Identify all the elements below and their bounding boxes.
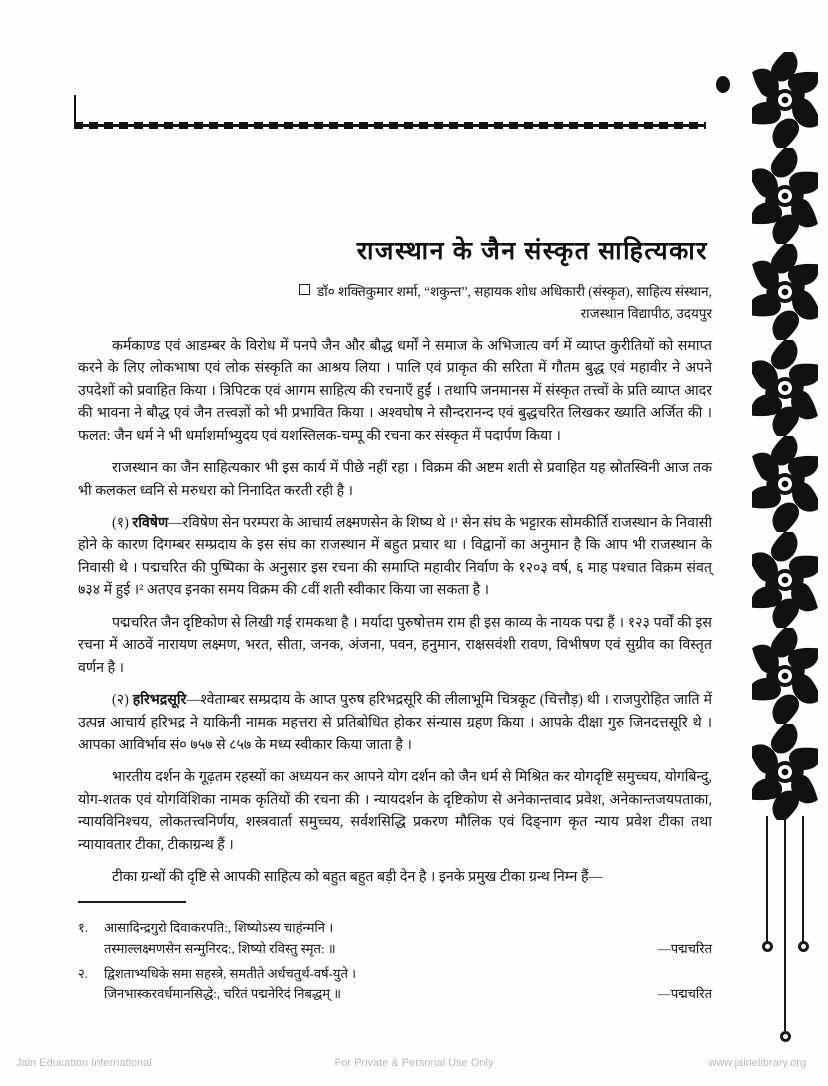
footer-right-link[interactable]: www.jainelibrary.org xyxy=(708,1057,806,1069)
footnote-number: २. xyxy=(78,965,89,981)
footnote-line-text: जिनभास्करवर्धमानसिद्धे:, चरितं पद्मनेरिदं निबद्धम् ॥ xyxy=(104,986,342,1002)
footnote-list xyxy=(78,918,712,1009)
ornament-motif xyxy=(752,724,818,820)
byline-line-1: डॉ० शक्तिकुमार शर्मा, “शकुन्त”, सहायक शोध अधिकारी (संस्कृत), साहित्य संस्थान, xyxy=(317,284,712,300)
ornament-tail-dot-icon xyxy=(762,941,773,952)
ornament-motif xyxy=(752,628,818,724)
ornament-tail-dot-icon xyxy=(780,1031,791,1042)
paragraph-intro: कर्मकाण्ड एवं आडम्बर के विरोध में पनपे जैन और बौद्ध धर्मों ने समाज के अभिजात्य वर्ग में व्याप्त कुरीतियों को समाप्त करने के लिए लोकभाषा एवं लोक संस्कृति का आश्रय लिया । पालि एवं प्राकृत की सरिता में गौतम बुद्ध एवं महावीर ने अपने उपदेशों को प्रवाहित किया । त्रिपिटक एवं आगम साहित्य की रचनाएँ हुईं । तथापि जनमानस में संस्कृत तत्त्वों के प्रति व्याप्त आदर की भावना ने बौद्ध एवं जैन तत्त्वज्ञों को भी प्रभावित किया । अश्वघोष ने सौन्दरानन्द एवं बुद्धचरित लिखकर ख्याति अर्जित की । फलत: जैन धर्म ने भी धर्माशर्माभ्युदय एवं यशस्तिलक-चम्पू की रचना कर संस्कृत में पदार्पण किया । xyxy=(78,337,712,444)
paragraph-tika-granth: टीका ग्रन्थों की दृष्टि से आपकी साहित्य को बहुत बहुत बड़ी देन है । इनके प्रमुख टीका ग्रन्थ निम्न हैं— xyxy=(112,869,603,886)
footnote-item xyxy=(78,918,712,960)
footnote-line: आसादिन्द्रगुरो दिवाकरपति:, शिष्योऽस्य चाहंन्मनि । xyxy=(104,920,334,935)
ornament-tail-line xyxy=(766,816,768,944)
footnote-line xyxy=(104,984,712,1005)
entry-head-1: रविषेण xyxy=(132,515,169,532)
entry-dash-1: — xyxy=(168,515,183,532)
ornament-motif xyxy=(752,148,818,244)
byline xyxy=(78,281,712,325)
footnote-body xyxy=(104,964,712,1006)
ornament-tail-line xyxy=(784,816,786,1034)
page-title: राजस्थान के जैन संस्कृत साहित्यकार xyxy=(356,238,708,265)
ornament-tail-dot-icon xyxy=(798,941,809,952)
paragraph-padmacharit: पद्मचरित जैन दृष्टिकोण से लिखी गई रामकथा है । मर्यादा पुरुषोत्तम राम ही इस काव्य के नायक पद्म हैं । १२३ पर्वों की इस रचना में आठवें नारायण लक्ष्मण, भरत, सीता, जनक, अंजना, पवन, हनुमान, राक्षसवंशी रावण, विभीषण एवं सुग्रीव का विस्तृत वर्णन है । xyxy=(78,614,712,676)
rule-beads xyxy=(74,122,706,129)
square-bullet-icon xyxy=(299,284,310,295)
footnote-source: —पद्मचरित xyxy=(657,986,712,1002)
footer-left-text: Jain Education International xyxy=(16,1057,152,1069)
entry-dash-2: — xyxy=(186,692,201,709)
entry-text-2: श्वेताम्बर सम्प्रदाय के आप्त पुरुष हरिभद्रसूरि की लीलाभूमि चित्रकूट (चित्तौड़) थी । राजपुरोहित जाति में उत्पन्न आचार्य हरिभद्र ने याकिनी नामक महत्तरा से प्रतिबोधित होकर संन्यास ग्रहण किया । आपके दीक्षा गुरु जिनदत्तसूरि थे । आपका आविर्भाव सं० ७५७ से ८५७ के मध्य स्वीकार किया जाता है । xyxy=(78,692,712,753)
paragraph-yoga-darshan: भारतीय दर्शन के गूढ़तम रहस्यों का अध्ययन कर आपने योग दर्शन को जैन धर्म से मिश्रित कर योगदृष्टि समुच्चय, योगबिन्दु, योग-शतक एवं योगविंशिका नामक कृतियों की रचना की । न्यायदर्शन के दृष्टिकोण से अनेकान्तवाद प्रवेश, अनेकान्तजयपताका, न्यायविनिश्चय, लोकतत्त्वनिर्णय, शस्त्रवार्ता समुच्चय, सर्वशसिद्धि प्रकरण मौलिक एवं दिङ्नाग कृत न्याय प्रवेश टीका तथा न्यायावतार टीका, टीकाग्रन्थ हैं । xyxy=(78,769,712,853)
footnote-line xyxy=(104,939,712,960)
article-content xyxy=(78,236,712,890)
round-dot-icon xyxy=(716,76,730,93)
paragraph-rajasthan: राजस्थान का जैन साहित्यकार भी इस कार्य में पीछे नहीं रहा । विक्रम की अष्टम शती से प्रवाहित यह स्रोतस्विनी आज तक भी कलकल ध्वनि से मरुधरा को निनादित करती रही है । xyxy=(78,460,712,499)
entry-number-2: (२) xyxy=(112,692,129,709)
ornament-motif xyxy=(752,532,818,628)
byline-line-2: राजस्थान विद्यापीठ, उदयपुर xyxy=(580,306,712,322)
ornament-motif xyxy=(752,436,818,532)
footnote-line-text: तस्माल्लक्ष्मणसेन सन्मुनिरद:, शिष्यो रविस्तु स्मृत: ॥ xyxy=(104,940,336,956)
footer-center-text: For Private & Personal Use Only xyxy=(334,1057,494,1069)
ornament-motif xyxy=(752,52,818,148)
footnote-item xyxy=(78,964,712,1006)
entry-head-2: हरिभद्रसूरि xyxy=(132,692,187,709)
decorative-beaded-rule xyxy=(74,122,706,129)
ornament-tail-line xyxy=(802,816,804,944)
ornament-tail-lines xyxy=(752,816,818,1046)
ornament-motif xyxy=(752,244,818,340)
entry-number-1: (१) xyxy=(112,515,129,532)
footnote-body xyxy=(104,918,712,960)
entry-text-1: रविषेण सेन परम्परा के आचार्य लक्ष्मणसेन के शिष्य थे ।¹ सेन संघ के भट्टारक सोमकीर्ति राजस्थान के निवासी होने के कारण दिगम्बर सम्प्रदाय के इस संघ का राजस्थान में बहुत प्रचार था । विद्वानों का अनुमान है कि आप भी राजस्थान के निवासी थे । पद्मचरित की पुष्पिका के अनुसार इस रचना की समाप्ति महावीर निर्वाण के १२०३ वर्ष, ६ माह पश्चात विक्रम संवत् ७३४ में हुई ।² अतएव इनका समय विक्रम की ८वीं शती स्वीकार किया जा सकता है । xyxy=(78,515,713,599)
floral-paisley-border-ornament xyxy=(752,52,818,820)
footnote-source: —पद्मचरित xyxy=(657,940,712,956)
footnote-line: द्विशताभ्यधिके समा सहस्त्रे, समतीते अर्धचतुर्थ-वर्ष-युते । xyxy=(104,965,357,981)
entry-haribhadrasuri xyxy=(78,689,712,756)
footnote-number: १. xyxy=(78,920,89,935)
page-footer xyxy=(0,1057,828,1077)
ornament-motif xyxy=(752,340,818,436)
footnote-separator xyxy=(78,901,186,903)
entry-ravishena xyxy=(78,512,712,602)
